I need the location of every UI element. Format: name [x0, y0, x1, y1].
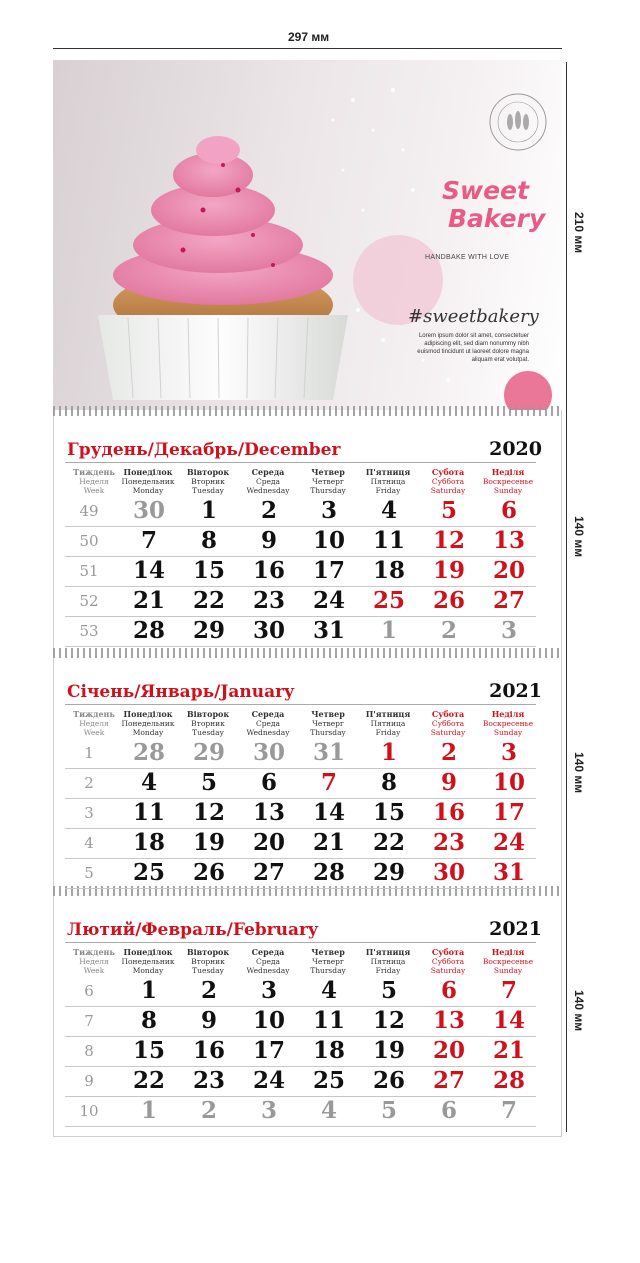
- weekday-header: [473, 948, 543, 975]
- weekday-header-ru: Четверг: [312, 719, 344, 728]
- weekday-header-ua: Четвер: [311, 947, 345, 957]
- weekday-header-en: Monday: [132, 486, 164, 495]
- width-arrow: [53, 48, 562, 49]
- day-cell: 22: [372, 829, 405, 856]
- day-cell: 21: [492, 1037, 525, 1064]
- day-cell: 14: [312, 799, 345, 826]
- weekday-header-en: Friday: [375, 486, 401, 495]
- week-number: 4: [84, 834, 94, 852]
- weekday-header-ru: Воскресенье: [482, 957, 534, 966]
- day-cell: 7: [320, 769, 337, 796]
- day-cell: 4: [320, 1097, 337, 1124]
- day-cell: 23: [432, 829, 465, 856]
- weekday-header-ru: Воскресенье: [482, 719, 534, 728]
- weekday-header-ru: Пятница: [370, 477, 406, 486]
- day-cell: 11: [132, 799, 165, 826]
- weekday-header-ru: Среда: [255, 957, 281, 966]
- day-cell: 26: [432, 587, 465, 614]
- week-row: [65, 616, 536, 647]
- month-year: 2021: [489, 680, 542, 702]
- day-cell: 27: [492, 587, 525, 614]
- day-cell: 2: [200, 1097, 217, 1124]
- day-cell: 9: [440, 769, 457, 796]
- week-row: [65, 496, 536, 527]
- day-cell: 4: [320, 977, 337, 1004]
- day-cell: 6: [260, 769, 277, 796]
- weekday-header-en: Tuesday: [192, 486, 224, 495]
- day-cell: 10: [252, 1007, 285, 1034]
- weekday-header-ua: Середа: [251, 947, 285, 957]
- day-cell: 7: [500, 1097, 517, 1124]
- weekday-header-ru: Суббота: [431, 477, 465, 486]
- day-cell: 21: [132, 587, 165, 614]
- weekday-header-ua: Понеділок: [123, 709, 173, 719]
- day-cell: 30: [432, 859, 465, 886]
- day-cell: 18: [132, 829, 165, 856]
- weekday-header-en: Wednesday: [246, 966, 290, 975]
- day-cell: 30: [132, 497, 165, 524]
- weekday-header-en: Wednesday: [246, 486, 290, 495]
- day-cell: 8: [200, 527, 217, 554]
- day-cell: 4: [380, 497, 397, 524]
- weekday-header-en: Sunday: [493, 728, 523, 737]
- day-cell: 22: [132, 1067, 165, 1094]
- month-divider: [65, 462, 536, 463]
- weekday-header-en: Friday: [375, 966, 401, 975]
- weekday-header-ua: П'ятниця: [365, 467, 411, 477]
- weekday-header-ru: Неделя: [79, 957, 109, 966]
- weekday-header-ua: Вівторок: [186, 709, 230, 719]
- day-cell: 3: [320, 497, 337, 524]
- week-row: [65, 586, 536, 617]
- day-cell: 23: [252, 587, 285, 614]
- weekday-header-en: Saturday: [430, 728, 466, 737]
- week-number: 3: [84, 804, 94, 822]
- day-cell: 20: [492, 557, 525, 584]
- height-label-header: 210 мм: [572, 212, 586, 254]
- weekday-header-en: Wednesday: [246, 728, 290, 737]
- day-cell: 1: [140, 977, 157, 1004]
- weekday-header: [473, 710, 543, 737]
- day-cell: 5: [380, 977, 397, 1004]
- weekday-header-ru: Понедельник: [121, 719, 175, 728]
- day-cell: 17: [492, 799, 525, 826]
- week-row: [65, 976, 536, 1007]
- day-cell: 9: [200, 1007, 217, 1034]
- day-cell: 8: [380, 769, 397, 796]
- day-cell: 12: [192, 799, 225, 826]
- weekday-header-ru: Вторник: [191, 719, 225, 728]
- day-cell: 15: [372, 799, 405, 826]
- weekday-header-ua: П'ятниця: [365, 709, 411, 719]
- week-row: [65, 768, 536, 799]
- day-cell: 15: [132, 1037, 165, 1064]
- day-cell: 5: [380, 1097, 397, 1124]
- day-cell: 18: [372, 557, 405, 584]
- day-cell: 22: [192, 587, 225, 614]
- weekday-header-ua: Неділя: [491, 709, 525, 719]
- day-cell: 25: [312, 1067, 345, 1094]
- week-number: 51: [79, 562, 99, 580]
- weekday-header-ua: Субота: [431, 467, 465, 477]
- lorem-text: Lorem ipsum dolor sit amet, consectetuer adipiscing elit, sed diam nonummy nibh euismod tincidunt ut laoreet dolore magna aliquam erat volutpat.: [417, 333, 529, 363]
- day-cell: 23: [192, 1067, 225, 1094]
- month-title: Січень/Январь/January: [67, 682, 294, 702]
- day-cell: 17: [252, 1037, 285, 1064]
- brand-title: [438, 177, 545, 233]
- day-cell: 30: [252, 617, 285, 644]
- day-cell: 8: [140, 1007, 157, 1034]
- weekday-header-en: Sunday: [493, 966, 523, 975]
- day-cell: 16: [192, 1037, 225, 1064]
- weekday-header-ua: Тиждень: [73, 467, 115, 477]
- day-cell: 31: [492, 859, 525, 886]
- weekday-header-en: Thursday: [310, 728, 346, 737]
- day-cell: 16: [252, 557, 285, 584]
- day-cell: 27: [252, 859, 285, 886]
- week-row: [65, 738, 536, 769]
- day-cell: 29: [192, 617, 225, 644]
- day-cell: 28: [312, 859, 345, 886]
- day-cell: 26: [372, 1067, 405, 1094]
- tagline: HANDBAKE WITH LOVE: [425, 254, 510, 261]
- day-cell: 9: [260, 527, 277, 554]
- height-arrow: [566, 62, 567, 1132]
- day-cell: 14: [492, 1007, 525, 1034]
- day-cell: 13: [252, 799, 285, 826]
- day-cell: 28: [492, 1067, 525, 1094]
- weekday-header-ru: Понедельник: [121, 957, 175, 966]
- weekday-header-en: Sunday: [493, 486, 523, 495]
- day-cell: 3: [260, 1097, 277, 1124]
- week-row: [65, 526, 536, 557]
- weekday-header-ru: Среда: [255, 719, 281, 728]
- brand-line-2: Bakery: [448, 204, 546, 233]
- weekday-header-en: Week: [83, 728, 105, 737]
- day-cell: 19: [432, 557, 465, 584]
- day-cell: 25: [132, 859, 165, 886]
- weekday-header-ru: Четверг: [312, 477, 344, 486]
- weekday-header-ua: Середа: [251, 467, 285, 477]
- day-cell: 15: [192, 557, 225, 584]
- day-cell: 2: [440, 739, 457, 766]
- day-cell: 19: [192, 829, 225, 856]
- weekday-header-ua: Тиждень: [73, 947, 115, 957]
- week-row: [65, 1006, 536, 1037]
- weekday-header-en: Tuesday: [192, 966, 224, 975]
- weekday-header-en: Monday: [132, 966, 164, 975]
- week-number: 53: [79, 622, 99, 640]
- day-cell: 3: [500, 617, 517, 644]
- weekday-header-en: Week: [83, 966, 105, 975]
- weekday-header-ua: Субота: [431, 709, 465, 719]
- month-divider: [65, 704, 536, 705]
- week-number: 1: [84, 744, 94, 762]
- day-cell: 6: [440, 1097, 457, 1124]
- weekday-header-ua: Субота: [431, 947, 465, 957]
- day-cell: 29: [192, 739, 225, 766]
- week-row: [65, 1036, 536, 1067]
- weekday-header-en: Week: [83, 486, 105, 495]
- hashtag: #sweetbakery: [408, 306, 539, 327]
- day-cell: 24: [492, 829, 525, 856]
- week-row: [65, 858, 536, 889]
- weekday-header-ru: Воскресенье: [482, 477, 534, 486]
- day-cell: 20: [432, 1037, 465, 1064]
- day-cell: 20: [252, 829, 285, 856]
- day-cell: 31: [312, 617, 345, 644]
- day-cell: 24: [312, 587, 345, 614]
- weekday-header-ru: Пятница: [370, 957, 406, 966]
- month-year: 2021: [489, 918, 542, 940]
- day-cell: 12: [432, 527, 465, 554]
- day-cell: 27: [432, 1067, 465, 1094]
- day-cell: 10: [492, 769, 525, 796]
- weekday-header-ua: Середа: [251, 709, 285, 719]
- day-cell: 28: [132, 739, 165, 766]
- week-row: [65, 828, 536, 859]
- day-cell: 7: [140, 527, 157, 554]
- weekday-header: [473, 468, 543, 495]
- week-number: 49: [79, 502, 99, 520]
- weekday-header-ru: Четверг: [312, 957, 344, 966]
- month-divider: [65, 942, 536, 943]
- weekday-header-ru: Неделя: [79, 719, 109, 728]
- day-cell: 30: [252, 739, 285, 766]
- day-cell: 13: [432, 1007, 465, 1034]
- day-cell: 2: [260, 497, 277, 524]
- day-cell: 10: [312, 527, 345, 554]
- weekday-header-en: Thursday: [310, 966, 346, 975]
- weekday-header-ua: Понеділок: [123, 947, 173, 957]
- day-cell: 1: [140, 1097, 157, 1124]
- month-title: Лютий/Февраль/February: [67, 920, 318, 940]
- weekday-header-ua: Вівторок: [186, 947, 230, 957]
- day-cell: 26: [192, 859, 225, 886]
- weekday-header-en: Friday: [375, 728, 401, 737]
- week-number: 2: [84, 774, 94, 792]
- day-cell: 3: [260, 977, 277, 1004]
- day-cell: 16: [432, 799, 465, 826]
- weekday-header-ua: Тиждень: [73, 709, 115, 719]
- day-cell: 29: [372, 859, 405, 886]
- day-cell: 21: [312, 829, 345, 856]
- day-cell: 7: [500, 977, 517, 1004]
- weekday-header-ru: Пятница: [370, 719, 406, 728]
- weekday-header-ua: Четвер: [311, 709, 345, 719]
- day-cell: 2: [200, 977, 217, 1004]
- weekday-header-ua: Неділя: [491, 947, 525, 957]
- weekday-header-ua: Вівторок: [186, 467, 230, 477]
- weekday-header-ru: Вторник: [191, 957, 225, 966]
- weekday-header-ru: Среда: [255, 477, 281, 486]
- month-title: Грудень/Декабрь/December: [67, 440, 341, 460]
- week-number: 9: [84, 1072, 94, 1090]
- day-cell: 28: [132, 617, 165, 644]
- day-cell: 6: [500, 497, 517, 524]
- weekday-header-en: Saturday: [430, 966, 466, 975]
- weekday-header-en: Monday: [132, 728, 164, 737]
- week-number: 8: [84, 1042, 94, 1060]
- day-cell: 11: [372, 527, 405, 554]
- weekday-header-en: Tuesday: [192, 728, 224, 737]
- day-cell: 17: [312, 557, 345, 584]
- day-cell: 24: [252, 1067, 285, 1094]
- day-cell: 6: [440, 977, 457, 1004]
- day-cell: 1: [200, 497, 217, 524]
- height-label-block1: 140 мм: [572, 516, 586, 558]
- weekday-header-en: Saturday: [430, 486, 466, 495]
- week-row: [65, 1066, 536, 1097]
- binding-spiral-1: [53, 406, 562, 416]
- header-image: [53, 60, 562, 410]
- week-row: [65, 798, 536, 829]
- day-cell: 13: [492, 527, 525, 554]
- day-cell: 14: [132, 557, 165, 584]
- weekday-header-ua: Четвер: [311, 467, 345, 477]
- weekday-header-ru: Вторник: [191, 477, 225, 486]
- weekday-header-ua: П'ятниця: [365, 947, 411, 957]
- day-cell: 11: [312, 1007, 345, 1034]
- day-cell: 3: [500, 739, 517, 766]
- binding-spiral-2: [53, 648, 562, 658]
- week-number: 10: [79, 1102, 99, 1120]
- day-cell: 1: [380, 617, 397, 644]
- month-year: 2020: [489, 438, 542, 460]
- weekday-header-en: Thursday: [310, 486, 346, 495]
- day-cell: 4: [140, 769, 157, 796]
- weekday-header-ru: Суббота: [431, 957, 465, 966]
- height-label-block3: 140 мм: [572, 990, 586, 1032]
- day-cell: 12: [372, 1007, 405, 1034]
- week-number: 6: [84, 982, 94, 1000]
- week-number: 7: [84, 1012, 94, 1030]
- height-label-block2: 140 мм: [572, 752, 586, 794]
- week-number: 50: [79, 532, 99, 550]
- brand-line-1: Sweet: [442, 176, 529, 205]
- day-cell: 2: [440, 617, 457, 644]
- weekday-header-ua: Неділя: [491, 467, 525, 477]
- weekday-header-ru: Суббота: [431, 719, 465, 728]
- week-number: 52: [79, 592, 99, 610]
- day-cell: 19: [372, 1037, 405, 1064]
- weekday-header-ru: Понедельник: [121, 477, 175, 486]
- weekday-header-ua: Понеділок: [123, 467, 173, 477]
- day-cell: 25: [372, 587, 405, 614]
- width-label: 297 мм: [288, 30, 330, 44]
- week-row: [65, 1096, 536, 1127]
- day-cell: 5: [200, 769, 217, 796]
- week-number: 5: [84, 864, 94, 882]
- weekday-header-ru: Неделя: [79, 477, 109, 486]
- week-row: [65, 556, 536, 587]
- day-cell: 1: [380, 739, 397, 766]
- day-cell: 18: [312, 1037, 345, 1064]
- day-cell: 5: [440, 497, 457, 524]
- day-cell: 31: [312, 739, 345, 766]
